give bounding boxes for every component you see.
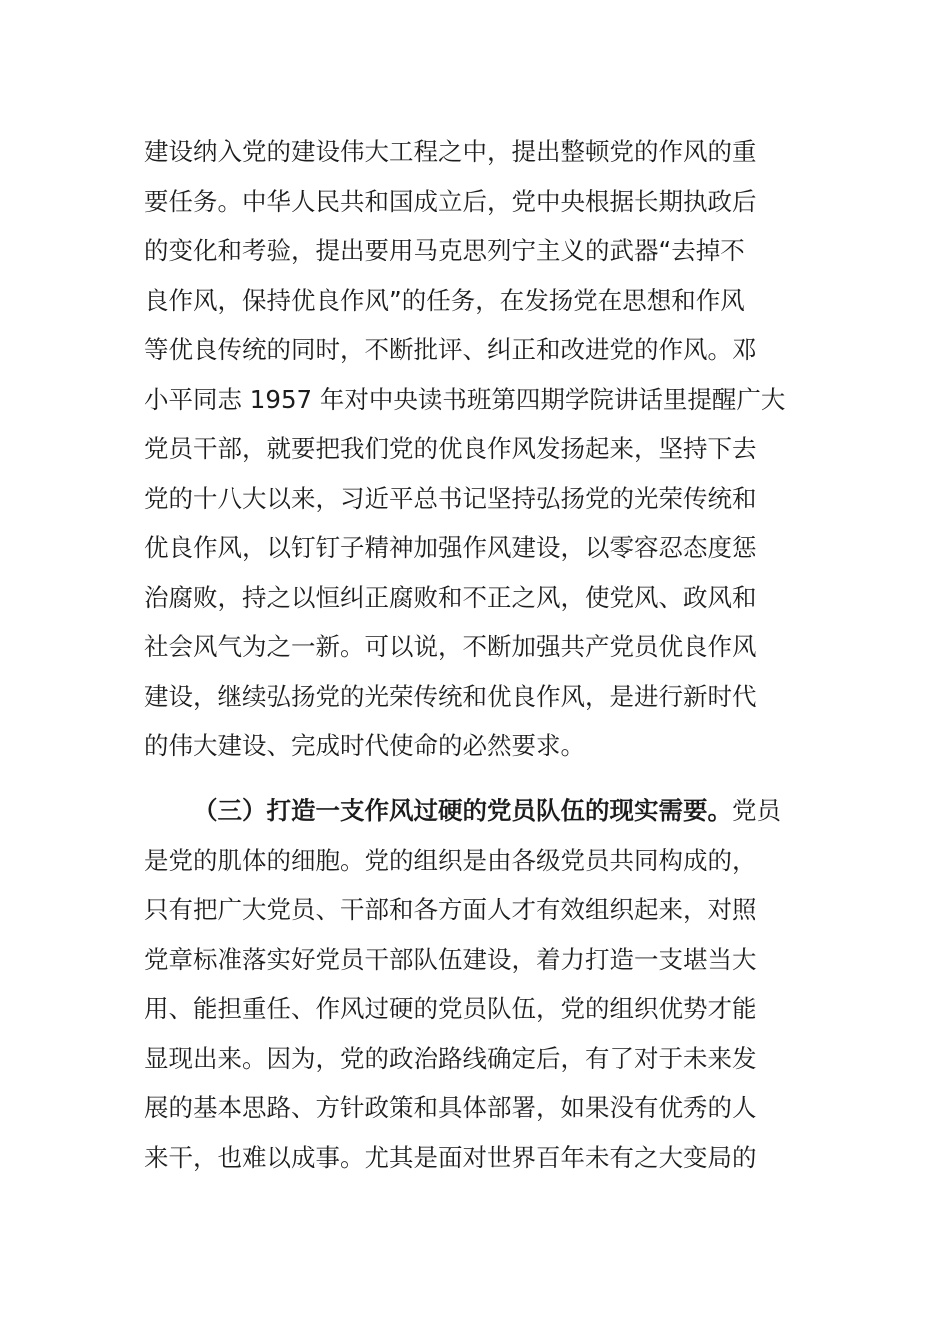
paragraph-line: 治腐败，持之以恒纠正腐败和不正之风，使党风、政风和	[144, 582, 757, 612]
paragraph-line: 党员干部，就要把我们党的优良作风发扬起来，坚持下去	[144, 434, 757, 463]
paragraph-line: 的变化和考验，提出要用马克思列宁主义的武器“去掉不	[144, 236, 745, 265]
paragraph-line: 用、能担重任、作风过硬的党员队伍，党的组织优势才能	[144, 994, 757, 1023]
section-heading-continuation: 党员	[732, 796, 781, 825]
paragraph-line: 党章标准落实好党员干部队伍建设，着力打造一支堪当大	[144, 944, 757, 974]
paragraph-line: 只有把广大党员、干部和各方面人才有效组织起来，对照	[144, 895, 757, 924]
paragraph-line: 小平同志 1957 年对中央读书班第四期学院讲话里提醒广大	[144, 384, 786, 414]
paragraph-line: 显现出来。因为，党的政治路线确定后，有了对于未来发	[144, 1043, 757, 1073]
paragraph-line: 展的基本思路、方针政策和具体部署，如果没有优秀的人	[144, 1093, 757, 1122]
paragraph-line: 来干，也难以成事。尤其是面对世界百年未有之大变局的	[144, 1142, 757, 1172]
paragraph-line: 等优良传统的同时，不断批评、纠正和改进党的作风。邓	[144, 335, 757, 364]
section-first-line	[144, 786, 808, 836]
section-heading: （三）打造一支作风过硬的党员队伍的现实需要。	[193, 796, 732, 825]
section-three-paragraph	[144, 786, 808, 1182]
paragraph-line: 党的十八大以来，习近平总书记坚持弘扬党的光荣传统和	[144, 483, 757, 513]
paragraph-line: 要任务。中华人民共和国成立后，党中央根据长期执政后	[144, 186, 757, 216]
paragraph-line: 社会风气为之一新。可以说，不断加强共产党员优良作风	[144, 632, 757, 661]
paragraph-line: 建设纳入党的建设伟大工程之中，提出整顿党的作风的重	[144, 137, 757, 166]
paragraph-line: 建设，继续弘扬党的光荣传统和优良作风，是进行新时代	[144, 681, 757, 711]
paragraph-line: 优良作风，以钉钉子精神加强作风建设，以零容忍态度惩	[144, 533, 757, 562]
continued-paragraph	[144, 127, 808, 771]
paragraph-line: 良作风，保持优良作风”的任务，在发扬党在思想和作风	[144, 285, 745, 315]
paragraph-line: 的伟大建设、完成时代使命的必然要求。	[144, 731, 585, 760]
paragraph-line: 是党的肌体的细胞。党的组织是由各级党员共同构成的，	[144, 845, 757, 875]
